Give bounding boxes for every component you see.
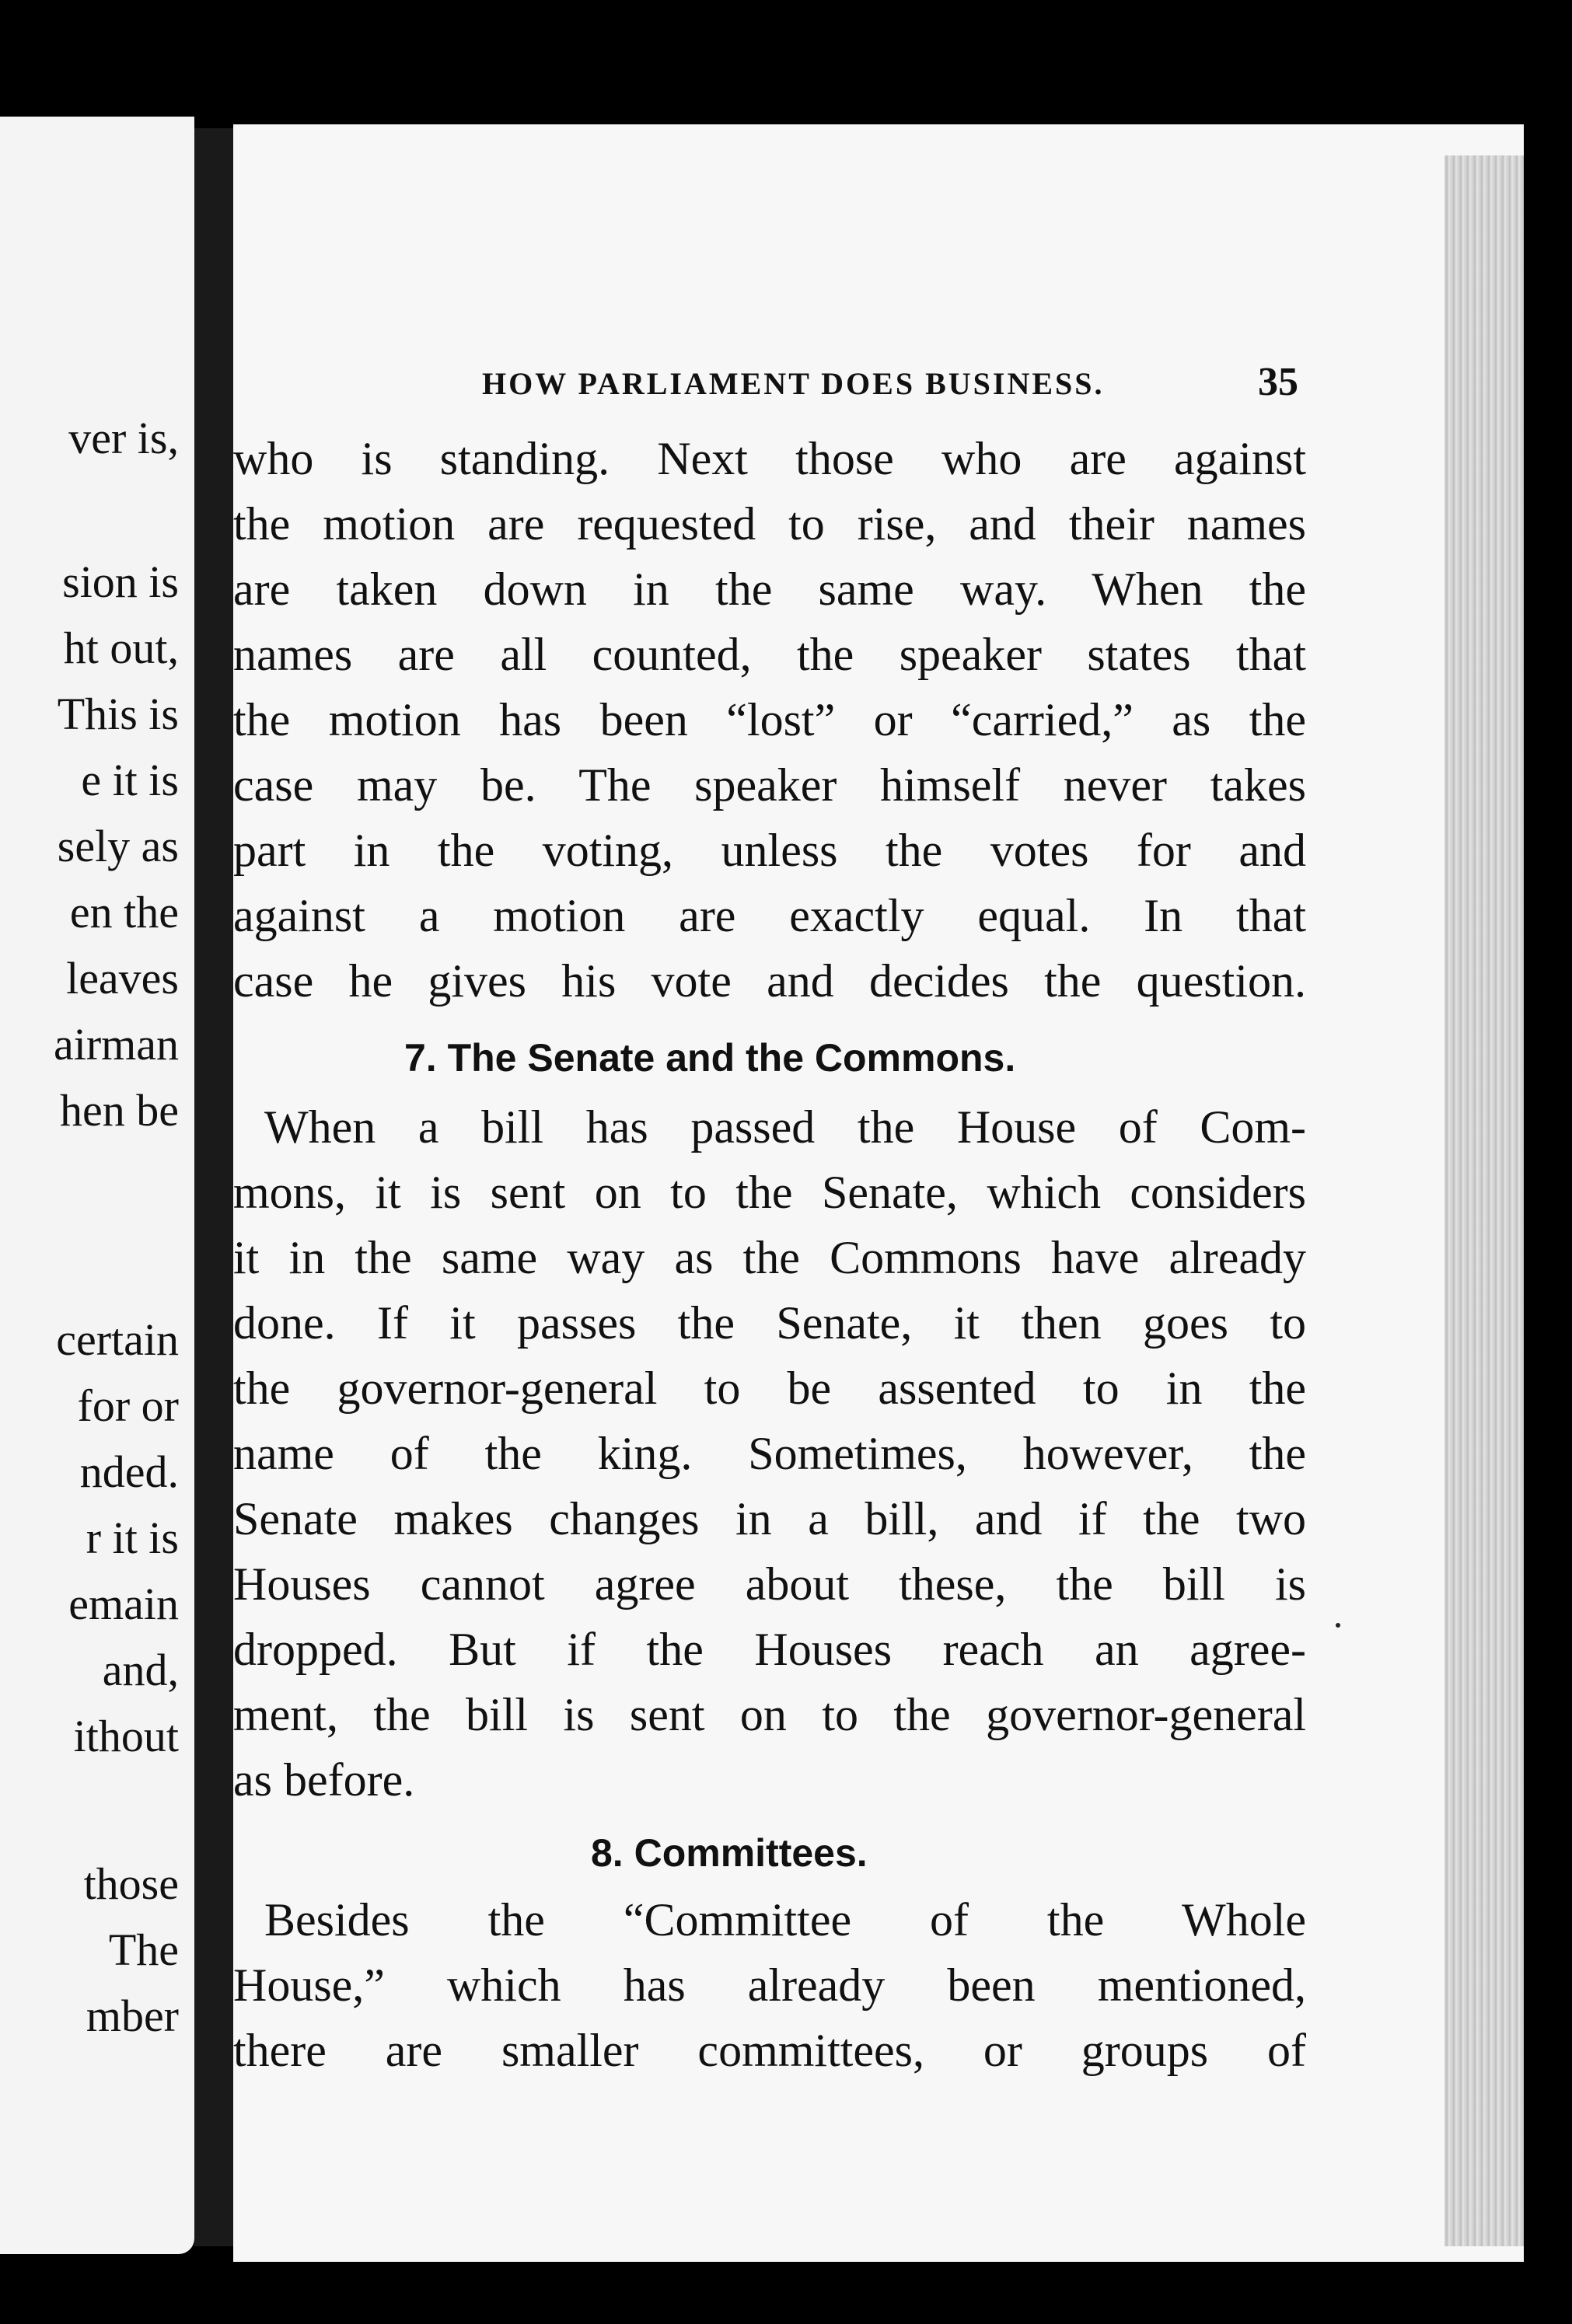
previous-page-line: those	[83, 1858, 179, 1909]
scan-speck	[1336, 1623, 1340, 1628]
text-line: mons, it is sent on to the Senate, which considers	[233, 1167, 1306, 1218]
book-binding-shadow	[194, 128, 238, 2246]
text-line: names are all counted, the speaker states that	[233, 629, 1306, 680]
previous-page-line: sely as	[57, 821, 179, 871]
text-line: against a motion are exactly equal. In that	[233, 890, 1306, 941]
previous-page	[0, 117, 194, 2254]
section-heading-8: 8. Committees.	[591, 1831, 868, 1875]
previous-page-line: certain	[56, 1314, 179, 1365]
previous-page-line: This is	[57, 689, 179, 739]
text-line: the governor-general to be assented to in the	[233, 1363, 1306, 1414]
previous-page-line: and,	[102, 1645, 179, 1695]
page-edges	[1444, 155, 1524, 2246]
text-line: as before.	[233, 1754, 415, 1806]
text-line: ment, the bill is sent on to the governor-general	[233, 1689, 1306, 1740]
text-line: When a bill has passed the House of Com-	[264, 1101, 1306, 1153]
previous-page-line: for or	[77, 1380, 179, 1431]
previous-page-line: ht out,	[63, 623, 179, 673]
previous-page-line: hen be	[60, 1085, 179, 1136]
text-line: House,” which has already been mentioned,	[233, 1959, 1306, 2011]
text-line: case may be. The speaker himself never takes	[233, 759, 1306, 811]
previous-page-line: sion is	[62, 557, 179, 607]
page-number: 35	[1258, 360, 1298, 404]
text-line: the motion are requested to rise, and their names	[233, 498, 1306, 550]
text-line: are taken down in the same way. When the	[233, 564, 1306, 615]
text-line: part in the voting, unless the votes for and	[233, 825, 1306, 876]
text-line: Senate makes changes in a bill, and if the two	[233, 1493, 1306, 1544]
text-line: there are smaller committees, or groups of	[233, 2025, 1306, 2076]
text-line: Houses cannot agree about these, the bill is	[233, 1558, 1306, 1610]
text-line: dropped. But if the Houses reach an agree-	[233, 1624, 1306, 1675]
previous-page-line: e it is	[81, 755, 179, 805]
previous-page-line: airman	[53, 1019, 179, 1070]
previous-page-line: ver is,	[68, 413, 179, 463]
previous-page-line: nded.	[79, 1446, 179, 1497]
text-line: done. If it passes the Senate, it then goes to	[233, 1297, 1306, 1349]
running-head: HOW PARLIAMENT DOES BUSINESS.	[482, 366, 1105, 401]
text-line: the motion has been “lost” or “carried,” as the	[233, 694, 1306, 745]
text-line: it in the same way as the Commons have already	[233, 1232, 1306, 1283]
text-line: Besides the “Committee of the Whole	[264, 1894, 1306, 1945]
text-line: who is standing. Next those who are against	[233, 433, 1306, 484]
previous-page-line: The	[108, 1924, 179, 1975]
section-heading-7: 7. The Senate and the Commons.	[404, 1036, 1016, 1080]
previous-page-line: emain	[68, 1579, 179, 1629]
previous-page-line: r it is	[86, 1513, 179, 1563]
text-line: name of the king. Sometimes, however, the	[233, 1428, 1306, 1479]
previous-page-line: en the	[69, 887, 179, 937]
previous-page-line: leaves	[66, 953, 179, 1003]
text-line: case he gives his vote and decides the question.	[233, 955, 1306, 1007]
previous-page-line: mber	[86, 1991, 179, 2041]
previous-page-line: ithout	[73, 1711, 179, 1761]
